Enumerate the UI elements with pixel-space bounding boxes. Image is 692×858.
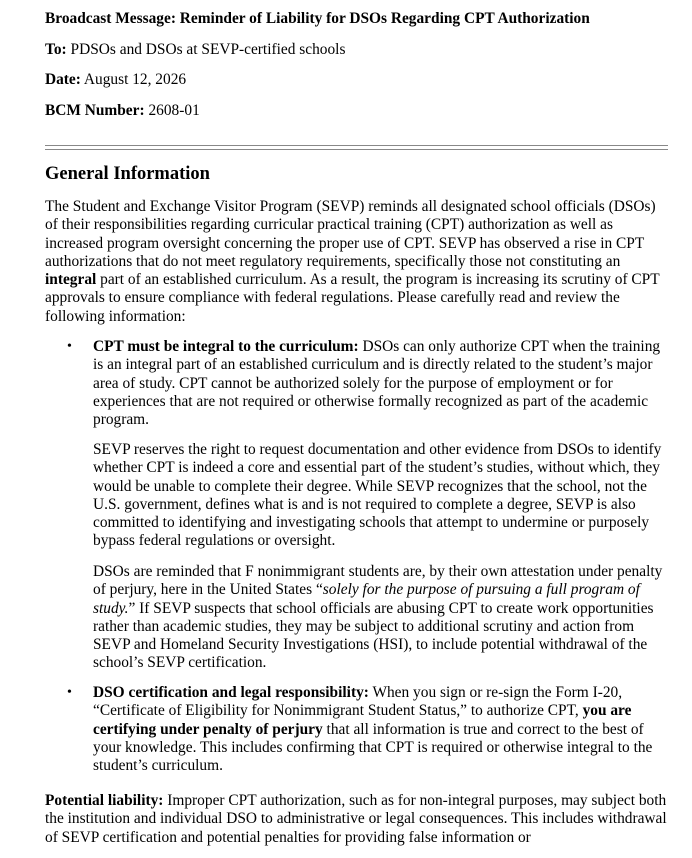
- bullet-subparagraph: DSOs are reminded that F nonimmigrant students are, by their own attestation under penalty of perjury, here in the United States “solely for the purpose of pursuing a full program of study.” If SEVP suspects that school officials are abusing CPT to create work opportunities rather than academic studies, they may be subject to additional scrutiny and action from SEVP and Homeland Security Investigations (HSI), to include potential withdrawal of the school’s SEVP certification.: [93, 563, 663, 672]
- bcm-number-line: [45, 102, 200, 120]
- bcm-label: BCM Number:: [45, 102, 145, 119]
- date-line: [45, 71, 186, 89]
- date-value: August 12, 2026: [83, 71, 187, 88]
- message-title: Broadcast Message: Reminder of Liability for DSOs Regarding CPT Authorization: [45, 10, 590, 27]
- bcm-value: 2608-01: [148, 102, 200, 119]
- intro-paragraph: The Student and Exchange Visitor Program (SEVP) reminds all designated school officials (DSOs) of their responsibilities regarding curricular practical training (CPT) authorization as well as increased program oversight concerning the proper use of CPT. SEVP has observed a rise in CPT authorizations that do not meet regulatory requirements, specifically those not constituting an integral part of an established curriculum. As a result, the program is increasing its scrutiny of CPT approvals to ensure compliance with federal regulations. Please carefully read and review the following information:: [45, 198, 660, 325]
- potential-liability-paragraph: Potential liability: Improper CPT authorization, such as for non-integral purposes, may subject both the institution and individual DSO to administrative or legal consequences. This includes withdrawal of SEVP certification and potential penalties for providing false information or: [45, 792, 667, 846]
- to-line: [45, 41, 345, 59]
- section-heading: General Information: [45, 164, 210, 184]
- header-divider: [45, 145, 668, 150]
- bullet-text: DSO certification and legal responsibility: When you sign or re-sign the Form I-20, “Certificate of Eligibility for Nonimmigrant Student Status,” to authorize CPT, you are certifying under penalty of perjury that all information is true and correct to the best of your knowledge. This includes confirming that CPT is required or otherwise integral to the student’s curriculum.: [93, 684, 653, 775]
- bullet-icon: •: [67, 685, 72, 700]
- intro-emphasis: integral: [45, 271, 97, 289]
- bullet-subparagraph: SEVP reserves the right to request documentation and other evidence from DSOs to identify whether CPT is indeed a core and essential part of the student’s studies, without which, they would be unable to complete their degree. While SEVP recognizes that the school, not the U.S. government, defines what is and is not required to complete a degree, SEVP is also committed to identifying and investigating schools that attempt to undermine or purposely bypass federal regulations or oversight.: [93, 441, 662, 550]
- bullet-text: CPT must be integral to the curriculum: DSOs can only authorize CPT when the training is an integral part of an established curriculum and is directly related to the student’s major area of study. CPT cannot be authorized solely for the purpose of employment or for experiences that are not required or otherwise formally recognized as part of the academic program.: [93, 338, 661, 429]
- date-label: Date:: [45, 71, 81, 88]
- to-value: PDSOs and DSOs at SEVP-certified schools: [70, 41, 346, 58]
- to-label: To:: [45, 41, 67, 58]
- bullet-icon: •: [67, 339, 72, 354]
